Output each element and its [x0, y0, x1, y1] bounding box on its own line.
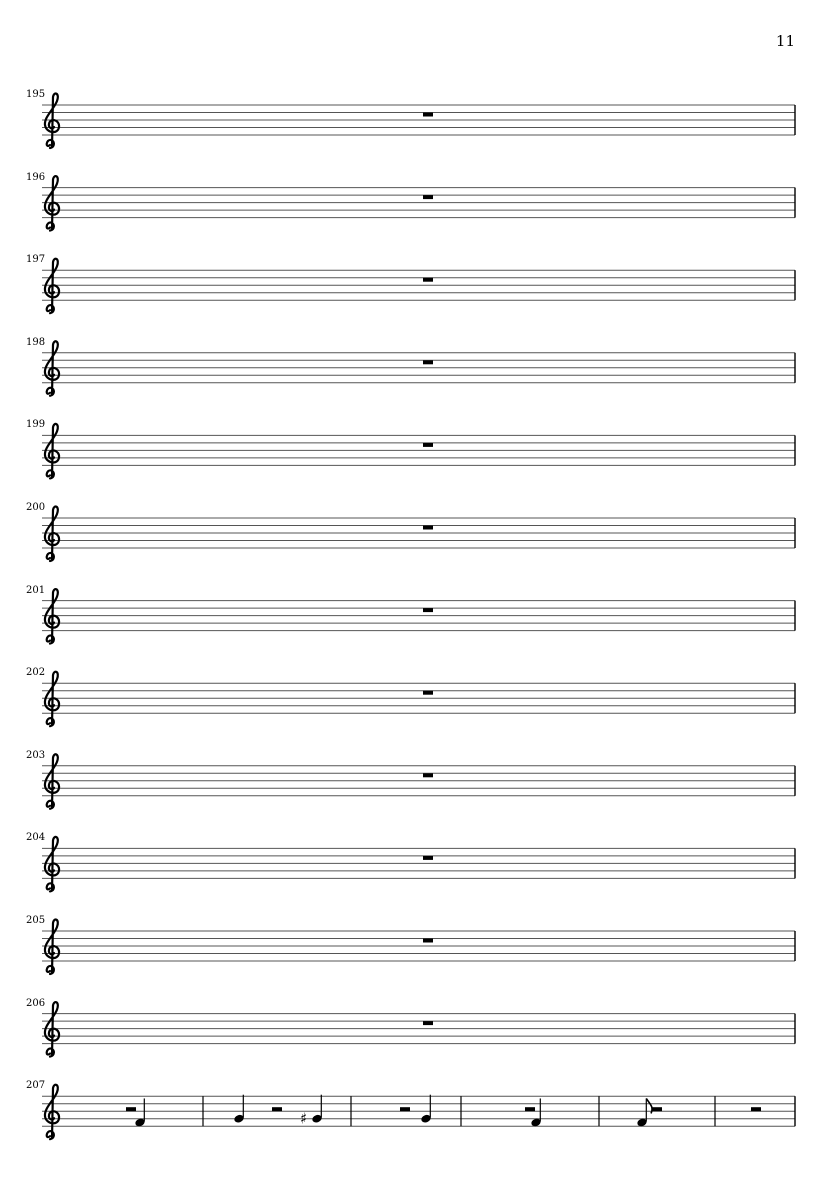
- measure-number: 204: [26, 832, 46, 844]
- treble-clef-icon: [45, 341, 59, 395]
- measure-number: 197: [26, 254, 46, 266]
- measure-number: 195: [26, 89, 46, 100]
- staff-lines: [42, 105, 795, 135]
- quarter-note-icon: [530, 1098, 541, 1127]
- whole-rest-icon: [423, 113, 433, 117]
- staff-lines: [42, 601, 795, 631]
- whole-rest-icon: [423, 443, 433, 447]
- measure-number: 202: [26, 667, 46, 679]
- treble-clef-icon: [45, 589, 59, 643]
- treble-clef-icon: [45, 1085, 59, 1139]
- whole-rest-icon: [423, 939, 433, 943]
- quarter-note-icon: [134, 1098, 145, 1127]
- whole-rest-icon: [423, 195, 433, 199]
- treble-clef-icon: [45, 507, 59, 561]
- measure-number: 198: [26, 336, 46, 348]
- whole-rest-icon: [423, 278, 433, 282]
- measure-number: 196: [26, 171, 46, 183]
- staff-lines: [42, 683, 795, 713]
- page-number: 11: [775, 32, 795, 50]
- treble-clef-icon: [45, 1002, 59, 1056]
- half-rest-icon: [525, 1107, 535, 1111]
- whole-rest-icon: [423, 856, 433, 860]
- half-rest-icon: [126, 1107, 136, 1111]
- treble-clef-icon: [45, 754, 59, 808]
- measure-number: 207: [26, 1080, 46, 1092]
- half-rest-icon: [272, 1107, 282, 1111]
- staff-lines: [42, 435, 795, 465]
- treble-clef-icon: [45, 424, 59, 478]
- staff-lines: [42, 353, 795, 383]
- treble-clef-icon: [45, 176, 59, 230]
- staff-lines: [42, 1014, 795, 1044]
- measure-number: 205: [26, 915, 46, 926]
- whole-rest-icon: [423, 608, 433, 612]
- whole-rest-icon: [423, 691, 433, 695]
- whole-rest-icon: [423, 773, 433, 777]
- staff-lines: [42, 270, 795, 300]
- staff-lines: [42, 518, 795, 548]
- treble-clef-icon: [45, 94, 59, 148]
- measure-number: 200: [26, 502, 46, 513]
- half-rest-icon: [652, 1107, 662, 1111]
- treble-clef-icon: [45, 672, 59, 726]
- measure-number: 203: [26, 749, 46, 761]
- staff-lines: [42, 1096, 795, 1126]
- whole-rest-icon: [423, 526, 433, 530]
- measure-number: 201: [26, 584, 46, 596]
- treble-clef-icon: [45, 259, 59, 313]
- sharp-icon: ♯: [300, 1109, 308, 1128]
- treble-clef-icon: [45, 837, 59, 891]
- staff-lines: [42, 931, 795, 961]
- eighth-note-icon: [636, 1098, 652, 1127]
- half-rest-icon: [400, 1107, 410, 1111]
- staff-lines: [42, 766, 795, 796]
- quarter-note-icon: [420, 1095, 431, 1124]
- half-rest-icon: [751, 1107, 761, 1111]
- quarter-note-icon: [233, 1095, 244, 1124]
- treble-clef-icon: [45, 920, 59, 974]
- whole-rest-icon: [423, 1021, 433, 1025]
- measure-number: 206: [26, 997, 46, 1009]
- staff-lines: [42, 848, 795, 878]
- measure-number: 199: [26, 419, 46, 431]
- quarter-note-icon: [311, 1095, 322, 1124]
- staff-lines: [42, 188, 795, 218]
- whole-rest-icon: [423, 360, 433, 364]
